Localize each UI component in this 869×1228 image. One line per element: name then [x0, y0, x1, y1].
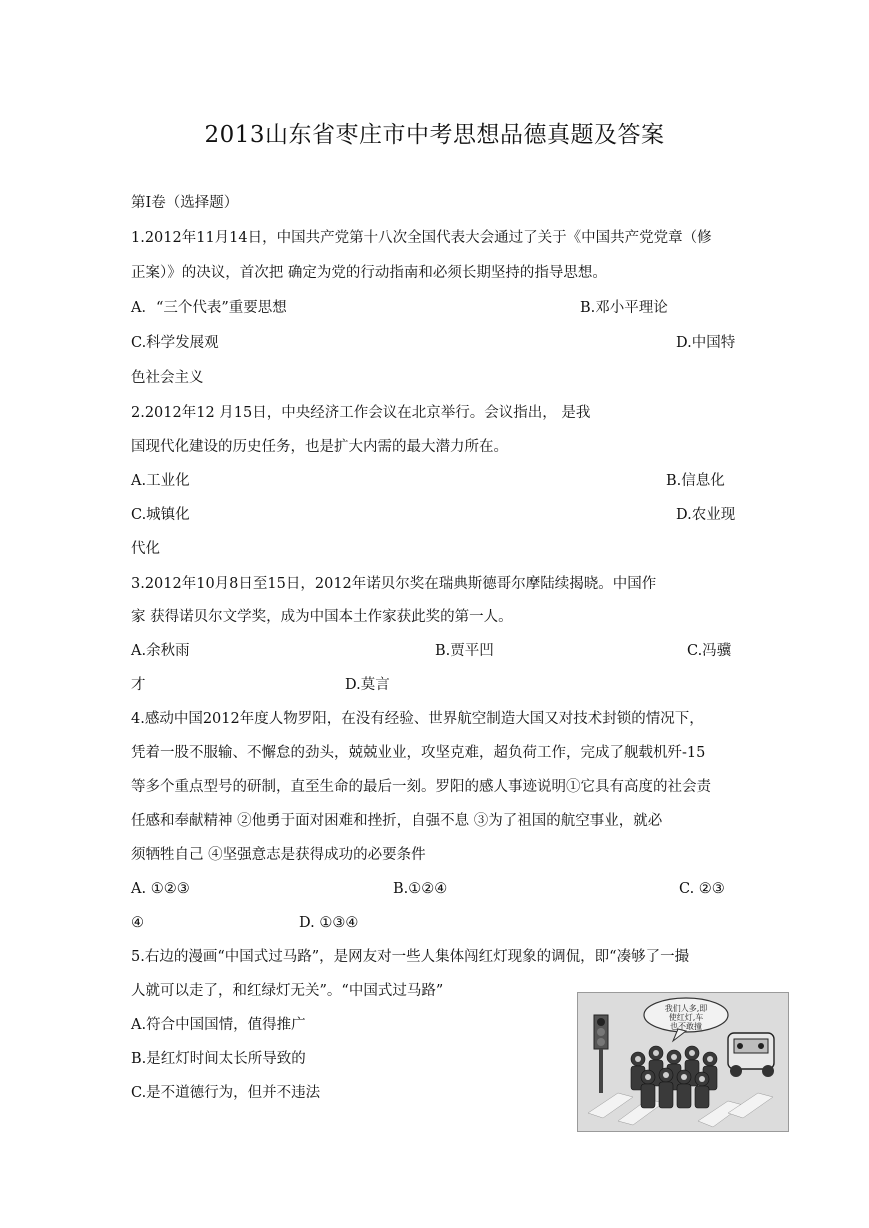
- q3-option-b: B.贾平凹: [435, 643, 494, 659]
- section-heading: 第Ⅰ卷（选择题）: [131, 195, 239, 211]
- q3-option-d: D.莫言: [345, 677, 390, 693]
- q2-option-a: A.工业化: [131, 473, 190, 489]
- q5-option-b: B.是红灯时间太长所导致的: [131, 1051, 306, 1067]
- svg-text:也不敢撞: 也不敢撞: [670, 1022, 702, 1031]
- jaywalking-cartoon-image: [577, 992, 789, 1132]
- q4-text-line5: 须牺牲自己 ④坚强意志是获得成功的必要条件: [131, 847, 426, 863]
- q2-text-line2: 国现代化建设的历史任务，也是扩大内需的最大潜力所在。: [131, 439, 508, 455]
- q2-text-line1: 2.2012年12 月15日，中央经济工作会议在北京举行。会议指出， 是我: [131, 405, 591, 421]
- q2-option-b: B.信息化: [666, 473, 725, 489]
- q2-option-d: D.农业现: [676, 507, 736, 523]
- q1-option-b: B.邓小平理论: [580, 300, 668, 316]
- q5-option-a: A.符合中国国情，值得推广: [131, 1017, 306, 1033]
- q4-text-line4: 任感和奉献精神 ②他勇于面对困难和挫折，自强不息 ③为了祖国的航空事业，就必: [131, 813, 663, 829]
- q4-option-c: C. ②③: [679, 881, 725, 897]
- svg-text:我们人多,即: 我们人多,即: [664, 1004, 708, 1013]
- q3-text-line2: 家 获得诺贝尔文学奖，成为中国本土作家获此奖的第一人。: [131, 609, 513, 625]
- q1-option-a: A．“三个代表”重要思想: [131, 300, 287, 316]
- q2-option-c: C.城镇化: [131, 507, 190, 523]
- q1-option-d-continued: 色社会主义: [131, 370, 204, 386]
- q3-option-a: A.余秋雨: [131, 643, 190, 659]
- q3-option-c-continued: 才: [131, 677, 146, 693]
- svg-text:使红灯,车: 使红灯,车: [668, 1013, 704, 1022]
- q4-option-c-continued: ④: [131, 915, 144, 931]
- q5-text-line2: 人就可以走了，和红绿灯无关”。“中国式过马路”: [131, 983, 444, 999]
- q4-option-b: B.①②④: [393, 881, 448, 897]
- q1-option-d: D.中国特: [676, 335, 736, 351]
- q4-text-line2: 凭着一股不服输、不懈怠的劲头，兢兢业业，攻坚克难，超负荷工作，完成了舰载机歼-15: [131, 745, 706, 761]
- q2-option-d-continued: 代化: [131, 541, 160, 557]
- q4-text-line3: 等多个重点型号的研制，直至生命的最后一刻。罗阳的感人事迹说明①它具有高度的社会责: [131, 779, 711, 795]
- q4-option-d: D. ①③④: [299, 915, 359, 931]
- q1-text-line2: 正案）》的决议，首次把 确定为党的行动指南和必须长期坚持的指导思想。: [131, 265, 607, 281]
- q3-option-c: C.冯骥: [687, 643, 732, 659]
- q3-text-line1: 3.2012年10月8日至15日，2012年诺贝尔奖在瑞典斯德哥尔摩陆续揭晓。中国作: [131, 576, 657, 592]
- q5-option-c: C.是不道德行为，但并不违法: [131, 1085, 321, 1101]
- q5-text-line1: 5.右边的漫画“中国式过马路”，是网友对一些人集体闯红灯现象的调侃，即“凑够了一撮: [131, 949, 690, 965]
- q4-text-line1: 4.感动中国2012年度人物罗阳，在没有经验、世界航空制造大国又对技术封锁的情况下，: [131, 711, 704, 727]
- q1-option-c: C.科学发展观: [131, 335, 219, 351]
- page-title: 2013山东省枣庄市中考思想品德真题及答案: [204, 122, 665, 148]
- q1-text-line1: 1.2012年11月14日，中国共产党第十八次全国代表大会通过了关于《中国共产党党章（修: [131, 230, 712, 246]
- cartoon-drawing: [578, 993, 788, 1131]
- q4-option-a: A. ①②③: [131, 881, 190, 897]
